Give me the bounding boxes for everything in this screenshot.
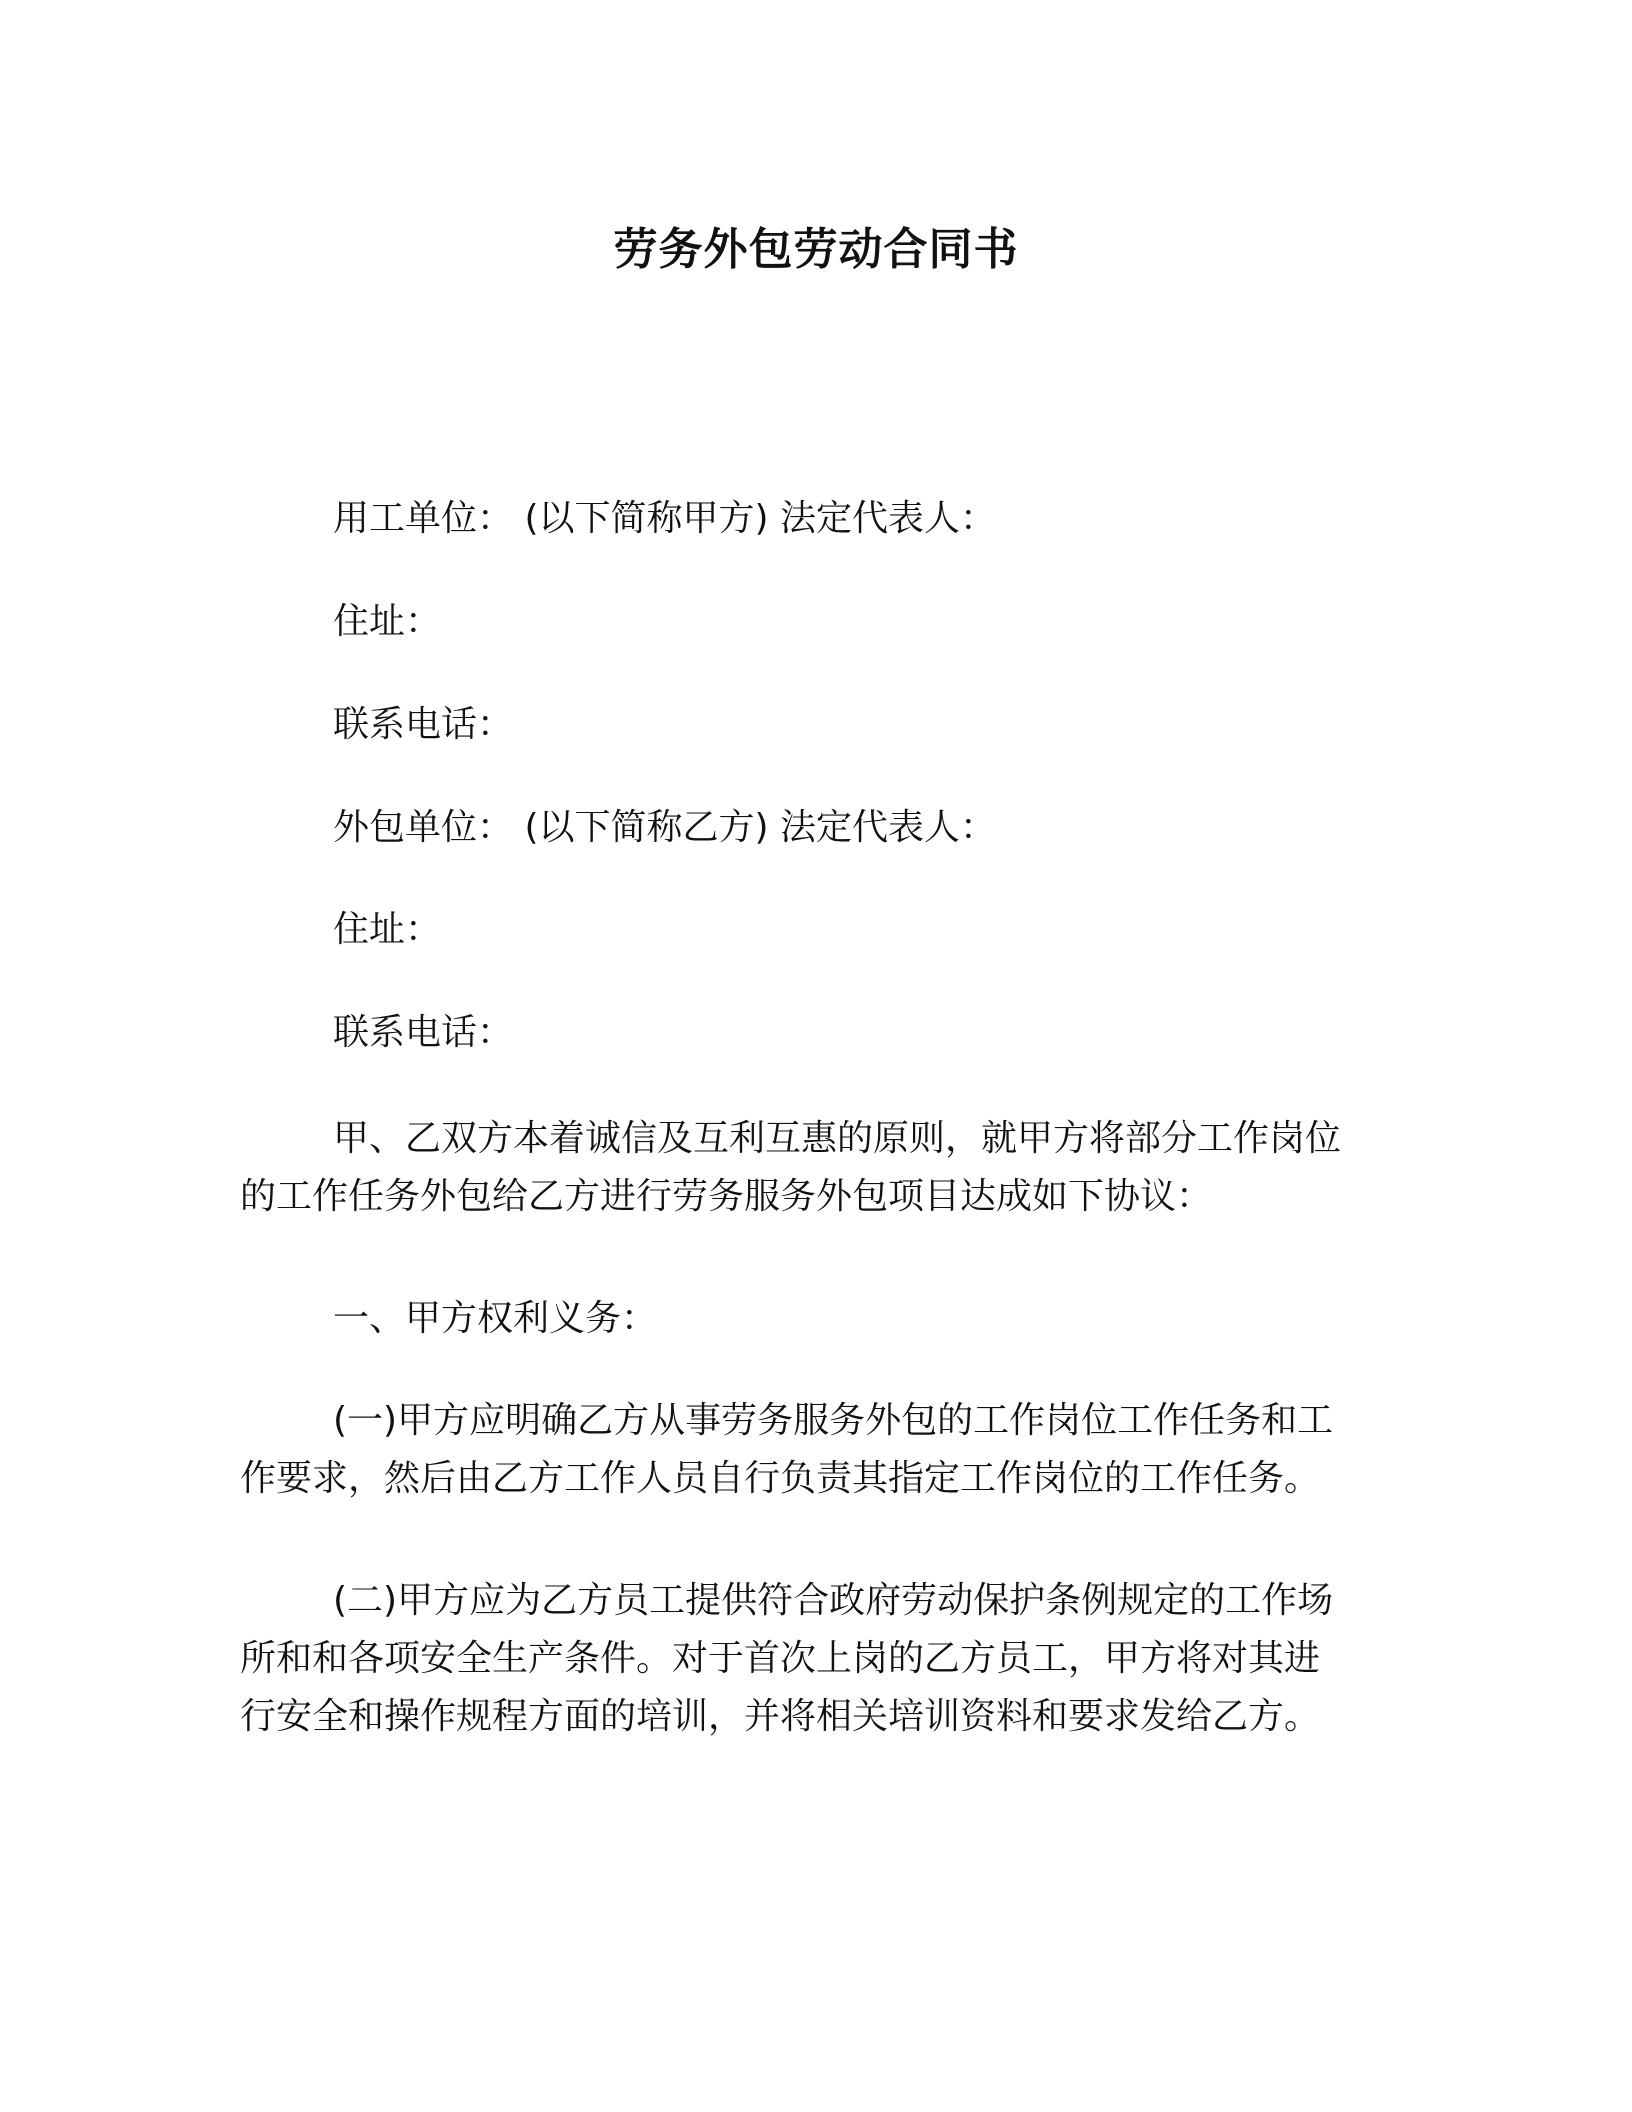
party-a-unit-line: 用工单位： (以下简称甲方) 法定代表人： — [333, 498, 996, 539]
party-b-address-label: 住址： — [333, 909, 442, 950]
document-title: 劳务外包劳动合同书 — [613, 224, 1019, 275]
clause-2-line-3: 行安全和操作规程方面的培训，并将相关培训资料和要求发给乙方。 — [240, 1696, 1321, 1737]
clause-2-paragraph — [240, 1572, 1390, 1746]
clause-2-line-2: 所和和各项安全生产条件。对于首次上岗的乙方员工，甲方将对其进 — [240, 1638, 1321, 1679]
party-b-unit-line: 外包单位： (以下简称乙方) 法定代表人： — [333, 807, 996, 848]
section-1-heading: 一、甲方权利义务： — [333, 1298, 658, 1339]
preamble-line-2: 的工作任务外包给乙方进行劳务服务外包项目达成如下协议： — [240, 1176, 1213, 1217]
preamble-line-1: 甲、乙双方本着诚信及互利互惠的原则，就甲方将部分工作岗位 — [333, 1118, 1342, 1159]
party-b-phone-label: 联系电话： — [333, 1012, 514, 1053]
preamble-paragraph — [240, 1110, 1390, 1226]
party-a-phone-label: 联系电话： — [333, 704, 514, 745]
party-a-address-label: 住址： — [333, 601, 442, 642]
clause-2-line-1: (二)甲方应为乙方员工提供符合政府劳动保护条例规定的工作场 — [333, 1580, 1334, 1621]
clause-1-line-1: (一)甲方应明确乙方从事劳务服务外包的工作岗位工作任务和工 — [333, 1400, 1334, 1441]
clause-1-paragraph — [240, 1392, 1390, 1508]
clause-1-line-2: 作要求，然后由乙方工作人员自行负责其指定工作岗位的工作任务。 — [240, 1458, 1321, 1499]
